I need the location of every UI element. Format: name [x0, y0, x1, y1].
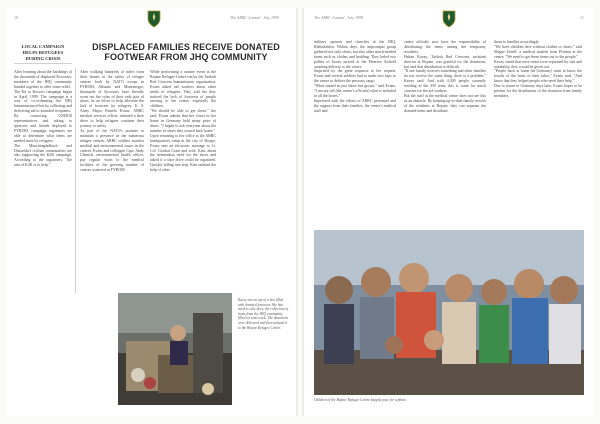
crest-logo-icon [442, 10, 456, 28]
photo-image [314, 230, 584, 395]
crest-logo-icon [147, 10, 161, 28]
page-gutter [296, 8, 304, 416]
article-column-2: After walking hundreds of miles from their homes to the safety of refugee centres built by NATO troops in FYROM, Albania and Montenegro, thousands of Kosovars have literally worn out the soles of their only pair of shoes. In an effort to help alleviate the lack of footwear for refugees, U. S. Army Major Pamela Evans, ARRC medical services officer, initiated a shoe drive to help refugees continue their journey to safety. As part of the NATO's promise to maintain a presence in the numerous refugee centres, ARRC soldiers monitor medical and environmental issues in the centres. Evans and colleague Capt. Andy Chenick, environmental health officer, pay regular visits to the medical facilities of the growing number of centres scattered in FYROM. [80, 70, 144, 173]
shoe-donation-photo [118, 293, 232, 405]
article-column-5: centre officials now have the responsibility of distributing the items among the temporary residents. Hakan Kavay, Turkish Red Crescent, assistant director at Bojane, was grateful for the donations, but said that distribution is difficult. "If one family receives something and other families do not receive the same thing, there is a problem," Kavay said. And with 4,300 people currently residing in the 350 tents, this is cause for much concern for the aid workers. But the staff at the medical centre does not see this as an obstacle. By keeping up-to-date family records of the residents at Bojane, they can separate the donated items and distribute [404, 40, 486, 113]
column-divider [75, 68, 76, 293]
refugee-children-photo [314, 230, 584, 395]
article-column-3: While performing a routine event at the Bojane Refugee Centre run by the Turkish Red Crescent humanitarian organisation, Evans asked aid workers about other needs of refugees. They told her they noticed the lack of footwear of people arriving to the centre, especially the children. "We should be able to get shoes," she said. Evans admits that her closet in her home in Germany held many pairs of shoes. "I began to ask everyone about the number of shoes they owned back home." Upon returning to her office at the ARRC headquarters camp in the city of Skopje, Evans sent an electronic message to Lt. Col. Gordon Crant and wife, Kim, about the tremendous need for the shoes and asked if a shoe drive could be organised. Quickly falling into step, Kim enlisted the help of other [150, 70, 216, 173]
photo-caption: Kasey sits on top of a box filled with donated footwear. She has tried to edit, does, the collection of items from the JHQ community filled on semi truck. The donations were delivered and then unloaded to the Bojane Refugee Centre. [238, 298, 289, 330]
article-column-4: military spouses and churches at the JHQ, Rheindahlen. Within days, the impromptu group gathered not only shoes, but also other much-needed items such as clothes and bedding. They baled two pallets of boxes arrived at the Petersee Airfield awaiting delivery to the centre. Surprised by the great response to her request, Evans and several soldiers had to make two trips to the centre to deliver the precious cargo. "What started as just shoes has grown," said Evans. "I am not tell (the centre's officials) what is included in all the boxes." Impressed with the efforts of ARRC personnel and the support from their families, the centre's medical staff and [314, 40, 396, 113]
left-page [6, 8, 296, 416]
photo-image [118, 293, 232, 405]
page-number: 11 [580, 15, 584, 20]
running-head: The ARBC Journal · July 1999 [230, 15, 280, 20]
divider [14, 63, 72, 64]
running-head: The ARRC Journal · July 1999 [314, 15, 364, 20]
page-number: 10 [14, 15, 18, 20]
photo-caption: Children of the Bojane Refugee Centre happily pose for a photo. [314, 398, 407, 402]
article-column-6: them to families accordingly. "We have children here without clothes or shoes," said Shippe Zenell, a medical student from Pristina at the centre. "We need to get these items out to the people." Kavay stated that once items were separated by size and suitability, they would be given out. "People back at home (in Germany) want to know the results of the fruits of their labor," Evans said. "And know that they helped people who need their help." Due to return to Germany days later, Evans hopes to be present for the distribution of the donation from family members. [494, 40, 582, 98]
right-page [304, 8, 594, 416]
side-headline: LOCAL CAMPAIGN HELPS REFUGEES DURING CRISIS [21, 44, 65, 61]
article-column-1: After learning about the hardships of the thousands of displaced Kosovars, members of the JHQ community banded together to offer some relief. The Kit to Kosovo campaign began in April, 1999. The campaign is a way of co-ordinating the JHQ humanitarian effort by collecting and delivering aid to intended recipients. By contacting UNHCR representatives and taking to sponsors and friends deployed to FYROM, campaign organisers are able to determine what items are needed most by refugees. The Mönchengladbach and Düsseldorf civilian communities are also supporting the K2K campaign. According to the organisers, "the aim of K2K is to help." [14, 70, 72, 168]
page-title: DISPLACED FAMILIES RECEIVE DONATED FOOTWEAR FROM JHQ COMMUNITY [92, 42, 280, 62]
